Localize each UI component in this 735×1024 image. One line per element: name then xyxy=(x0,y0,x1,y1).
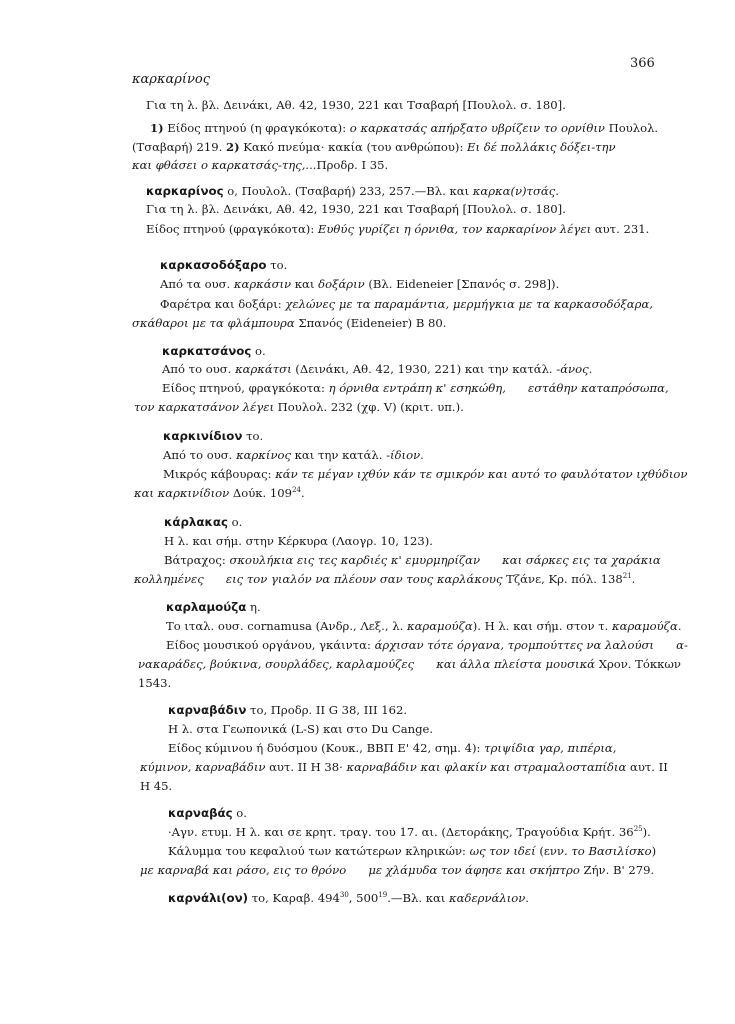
entry-line: Η 45. xyxy=(140,779,173,793)
entry-line: καρκινίδιον το. xyxy=(163,429,264,443)
page-number: 366 xyxy=(630,56,655,71)
headword: κάρλακας xyxy=(164,515,228,529)
entry-line: Η λ. και σήμ. στην Κέρκυρα (Λαογρ. 10, 123). xyxy=(164,534,433,548)
entry-line: Είδος πτηνού, φραγκόκοτα: η όρνιθα εντράπη κ' εσηκώθη, εστάθην καταπρόσωπα, xyxy=(162,381,669,395)
entry-line: και καρκινίδιον Δούκ. $109^{24}$. xyxy=(134,486,305,500)
headword: καρναβάδιν xyxy=(168,703,247,717)
entry-line: Είδος πτηνού (φραγκόκοτα): Ευθύς γυρίζει η όρνιθα, τον καρκαρίνον λέγει αυτ. 231. xyxy=(146,222,650,236)
headword: καρκατσάνος xyxy=(162,344,252,358)
entry-line: Από το ουσ. καρκίνος και την κατάλ. -ίδιον. xyxy=(163,448,424,462)
entry-line: Το ιταλ. ουσ. cornamusa (Ανδρ., Λεξ., λ. καραμούζα). Η λ. και σήμ. στον τ. καραμούζα. xyxy=(166,619,682,633)
entry-line: 1543. xyxy=(138,676,172,690)
headword: καρλαμούζα xyxy=(166,600,247,614)
entry-line: (Τσαβαρή) 219. 2) Κακό πνεύμα· κακία (του ανθρώπου): Ει δέ πολλάκις δόξει-την xyxy=(132,140,616,154)
entry-line: καρναβάδιν το, Προδρ. ΙΙ G 38, ΙΙΙ 162. xyxy=(168,703,408,717)
entry-line: καρκαρίνος ο, Πουλολ. (Τσαβαρή) 233, 257.—Βλ. και καρκα(ν)τσάς. xyxy=(146,184,559,198)
running-head: καρκαρίνος xyxy=(132,72,210,87)
entry-line: με καρναβά και ράσο, εις το θρόνο με χλάμυδα τον άφησε και σκήπτρο Ζήν. Β' 279. xyxy=(140,863,655,877)
entry-line: τον καρκατσάνον λέγει Πουλολ. 232 (χφ. V) (κριτ. υπ.). xyxy=(134,400,464,414)
entry-line: καρκατσάνος ο. xyxy=(162,344,266,358)
entry-line: καρκασοδόξαρο το. xyxy=(160,258,288,272)
entry-line: Φαρέτρα και δοξάρι: χελώνες με τα παραμάντια, μερμήγκια με τα καρκασοδόξαρα, xyxy=(160,297,653,311)
entry-line: κάρλακας ο. xyxy=(164,515,243,529)
entry-line: Είδος κύμινου ή δυόσμου (Κουκ., ΒΒΠ Ε' 42, σημ. 4): τριψίδια γαρ, πιπέρια, xyxy=(168,741,617,755)
entry-line: καρναβάς ο. xyxy=(168,806,247,820)
entry-line: σκάθαροι με τα φλάμπουρα Σπανός (Eideneier) Β 80. xyxy=(132,316,447,330)
entry-line: Για τη λ. βλ. Δεινάκι, Αθ. 42, 1930, 221 και Τσαβαρή [Πουλολ. σ. 180]. xyxy=(146,202,566,216)
entry-line: ·Αγν. ετυμ. Η λ. και σε κρητ. τραγ. του 17. αι. (Δετοράκης, Τραγούδια Κρήτ. $36^{25}$). xyxy=(168,825,651,839)
headword: καρναβάς xyxy=(168,806,233,820)
headword: καρνάλι(ον) xyxy=(168,891,249,905)
entry-line: Από το ουσ. καρκάτσι (Δεινάκι, Αθ. 42, 1930, 221) και την κατάλ. -άνος. xyxy=(162,362,593,376)
entry-line: Για τη λ. βλ. Δεινάκι, Αθ. 42, 1930, 221 και Τσαβαρή [Πουλολ. σ. 180]. xyxy=(146,98,566,112)
entry-line: κολλημένες εις τον γιαλόν να πλέουν σαν τους καρλάκους Τζάνε, Κρ. πόλ. $138^{21}$. xyxy=(134,572,636,586)
entry-line: Από τα ουσ. καρκάσιν και δοξάριν (Βλ. Eideneier [Σπανός σ. 298]). xyxy=(160,277,560,291)
headword: καρκινίδιον xyxy=(163,429,243,443)
headword: καρκαρίνος xyxy=(146,184,224,198)
entry-line: καρλαμούζα η. xyxy=(166,600,261,614)
entry-line: νακαράδες, βούκινα, σουρλάδες, καρλαμούζες και άλλα πλείστα μουσικά Χρον. Τόκκων xyxy=(138,657,681,671)
entry-line: κύμινον, καρναβάδιν αυτ. ΙΙ Η 38· καρναβάδιν και φλακίν και στραμαλοσταπίδια αυτ. ΙΙ xyxy=(140,760,668,774)
headword: καρκασοδόξαρο xyxy=(160,258,267,272)
entry-line: και φθάσει ο καρκατσάς-της,...Προδρ. Ι 35. xyxy=(132,158,389,172)
entry-line: Κάλυμμα του κεφαλιού των κατώτερων κληρικών: ως τον ιδεί (ενν. το Βασιλίσκο) xyxy=(168,844,657,858)
entry-line: Είδος μουσικού οργάνου, γκάιντα: άρχισαν τότε όργανα, τρομπούττες να λαλούσι α- xyxy=(166,638,688,652)
entry-line: Η λ. στα Γεωπονικά (L-S) και στο Du Cange. xyxy=(168,722,434,736)
entry-line: Μικρός κάβουρας: κάν τε μέγαν ιχθύν κάν τε σμικρόν και αυτό το φαυλότατον ιχθύδιον xyxy=(163,467,688,481)
entry-line: 1) Είδος πτηνού (η φραγκόκοτα): ο καρκατσάς απήρξατο υβρίζειν το ορνίθιν Πουλολ. xyxy=(150,121,659,135)
entry-line: καρνάλι(ον) το, Καραβ. $494^{30}$, $500^{19}.—B\lambda$. και καδερνάλιον. xyxy=(168,891,529,905)
entry-line: Βάτραχος: σκουλήκια εις τες καρδιές κ' εμυρμηρίζαν και σάρκες εις τα χαράκια xyxy=(164,553,661,567)
